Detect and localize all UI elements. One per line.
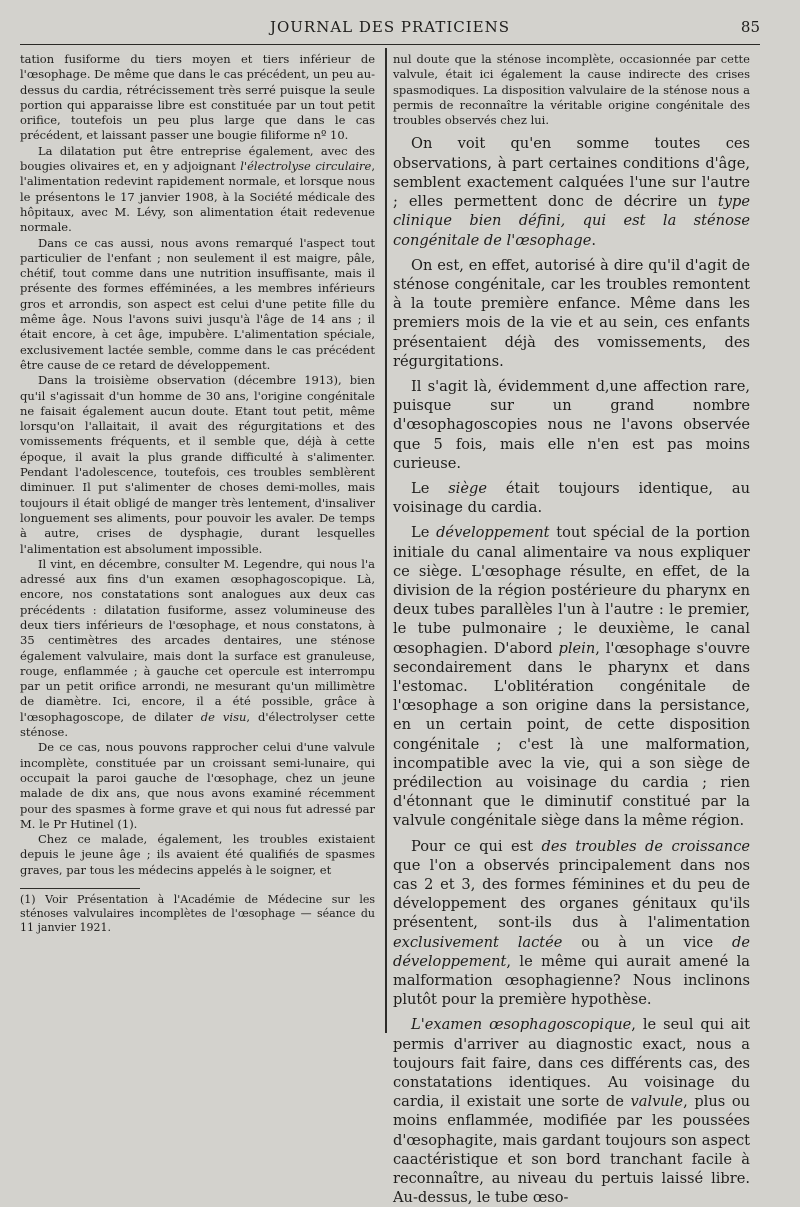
paragraph: Le siège était toujours identique, au voisinage du cardia. xyxy=(393,479,751,517)
paragraph: nul doute que la sténose incomplète, occasionnée par cette valvule, était ici également la cause indirecte des crises spasmodiques. La disposition valvulaire de la sténose nous a permis de reconnaître la véritable origine congénitale des troubles observés chez lui. xyxy=(393,52,750,128)
left-column xyxy=(20,52,375,935)
paragraph: Il s'agit là, évidemment d,une affection rare, puisque sur un grand nombre d'œsophagoscopies nous ne l'avons observée que 5 fois, mais elle n'en est pas moins curieuse. xyxy=(393,377,750,472)
paragraph: Chez ce malade, également, les troubles existaient depuis le jeune âge ; ils avaient été qualifiés de spasmes graves, par tous les médecins appelés à le soigner, et xyxy=(20,832,375,877)
paragraph: On voit qu'en somme toutes ces observations, à part certaines conditions d'âge, semblent exactement calquées l'une sur l'autre ; elles permettent donc de décrire un type clinique bien défini, qui est la sténose congénitale de l'œsophage. xyxy=(393,135,750,249)
footnote: (1) Voir Présentation à l'Académie de Médecine sur les sténoses valvulaires incomplètes de l'œsophage — séance du 11 janvier 1921. xyxy=(20,893,375,935)
paragraph: Dans la troisième observation (décembre 1913), bien qu'il s'agissait d'un homme de 30 ans, l'origine congénitale ne faisait également aucun doute. Etant tout petit, même lorsqu'on l'allaitait, il avait des régurgitations et des vomissements fréquents, et il semble que, déjà à cette époque, il avait la plus grande difficulté à s'alimenter. Pendant l'adolescence, toutefois, ces troubles semblèrent diminuer. Il put s'alimenter de choses demi-molles, mais toujours il était obligé de manger très lentement, d'insaliver longuement ses aliments, pour pouvoir les avaler. De temps à autre, crises de dysphagie, durant lesquelles l'alimentation est absolument impossible. xyxy=(20,373,375,556)
paragraph: tation fusiforme du tiers moyen et tiers inférieur de l'œsophage. De même que dans le cas précédent, un peu au-dessus du cardia, rétrécissement très serré puisque la seule portion qui apparaisse libre est constituée par un tout petit orifice, toutefois un peu plus large que dans le cas précédent, et laissant passer une bougie filiforme nº 10. xyxy=(20,52,375,143)
running-header xyxy=(20,18,760,45)
paragraph: Pour ce qui est des troubles de croissance que l'on a observés principalement dans nos cas 2 et 3, des formes féminines et du peu de développement des organes génitaux qu'ils présentent, sont-ils dus à l'alimentation exclusivement lactée ou à un vice de développement, le même qui aurait amené la malformation œsophagienne? Nous inclinons plutôt pour la première hypothèse. xyxy=(393,837,750,1009)
paragraph: L'examen œsophagoscopique, le seul qui ait permis d'arriver au diagnostic exact, nous a toujours fait faire, dans ces différents cas, des constatations identiques. Au voisinage du cardia, il existait une sorte de valvule, plus ou moins enflammée, modifiée par les poussées d'œsophagite, mais gardant toujours son aspect caactéristique et son bord tranchant facile à reconnaître, au niveau du pertuis laissé libre. Au-dessus, le tube œso- xyxy=(393,1016,751,1207)
paragraph: Le développement tout spécial de la portion initiale du canal alimentaire va nous expliquer ce siège. L'œsophage résulte, en effet, de la division de la région postérieure du pharynx en deux tubes parallèles l'un à l'autre : le premier, le tube pulmonaire ; le deuxième, le canal œsophagien. D'abord plein, l'œsophage s'ouvre secondairement dans le pharynx et dans l'estomac. L'oblitération congénitale de l'œsophage a son origine dans la persistance, en un certain point, de cette disposition congénitale ; c'est là une malformation, incompatible avec la vie, qui a son siège de prédilection au voisinage du cardia ; rien d'étonnant que le diminutif constitué par la valvule congénitale siège dans la même région. xyxy=(393,524,751,830)
paragraph: On est, en effet, autorisé à dire qu'il d'agit de sténose congénitale, car les troubles remontent à la toute première enfance. Même dans les premiers mois de la vie et au sein, ces enfants présentaient déjà des vomissements, des régurgitations. xyxy=(393,256,750,370)
page-number: 85 xyxy=(740,18,760,36)
footnote-divider xyxy=(20,888,140,889)
paragraph: Dans ce cas aussi, nous avons remarqué l'aspect tout particulier de l'enfant ; non seulement il est maigre, pâle, chétif, tout comme dans une nutrition insuffisante, mais il présente des formes efféminées, a les membres inférieurs gros et arrondis, son aspect est celui d'une petite fille du même âge. Nous l'avons suivi jusqu'à l'âge de 14 ans ; il était encore, à cet âge, impubère. L'alimentation spéciale, exclusivement lactée semble, comme dans le cas précédent être cause de ce retard de développement. xyxy=(20,235,375,372)
paragraph: La dilatation put être entreprise également, avec des bougies olivaires et, en y adjoignant l'électrolyse circulaire, l'alimentation redevint rapidement normale, et lorsque nous le présentons le 17 janvier 1908, à la Société médicale des hôpitaux, avec M. Lévy, son alimentation était redevenue normale. xyxy=(20,143,375,235)
right-column xyxy=(393,52,750,1207)
paragraph: Il vint, en décembre, consulter M. Legendre, qui nous l'a adressé aux fins d'un examen œsophagoscopique. Là, encore, nos constatations sont analogues aux deux cas précédents : dilatation fusiforme, assez volumineuse des deux tiers inférieurs de l'œsophage, et nous constatons, à 35 centimètres des arcades dentaires, une sténose également valvulaire, mais dont la surface est granuleuse, rouge, enflammée ; à gauche cet opercule est interrompu par un petit orifice arrondi, ne mesurant qu'un millimètre de diamètre. Ici, encore, il a été possible, grâce à l'œsophagoscope, de dilater de visu, d'électrolyser cette sténose. xyxy=(20,556,376,740)
journal-title: JOURNAL DES PRATICIENS xyxy=(269,18,511,36)
paragraph: De ce cas, nous pouvons rapprocher celui d'une valvule incomplète, constituée par un croissant semi-lunaire, qui occupait la paroi gauche de l'œsophage, chez un jeune malade de dix ans, que nous avons examiné récemment pour des spasmes à forme grave et qui nous fut adressé par M. le Pr Hutinel (1). xyxy=(20,740,375,831)
column-divider xyxy=(385,48,387,1033)
